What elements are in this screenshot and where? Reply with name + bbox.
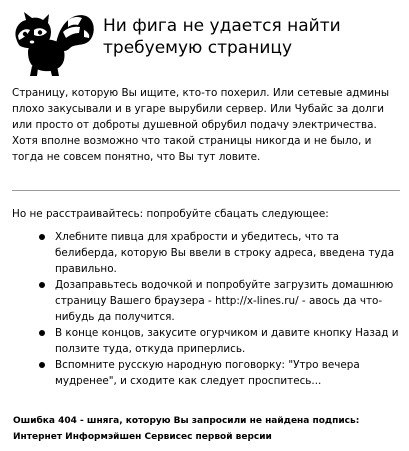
raccoon-icon — [12, 8, 96, 78]
bullet-icon — [39, 234, 45, 240]
list-item-text: В конце концов, закусите огурчиком и давите кнопку Назад и ползите туда, откуда приперлись. — [55, 327, 399, 355]
bullet-icon — [39, 330, 45, 336]
error-footer — [13, 413, 405, 445]
list-item — [31, 229, 403, 277]
bullet-icon — [39, 362, 45, 368]
error-code-line: Ошибка 404 - шняга, которую Вы запросили не найдена подпись: — [13, 416, 360, 426]
list-item — [31, 277, 403, 325]
bullet-icon — [39, 282, 45, 288]
raccoon-tail — [56, 15, 94, 51]
server-signature: Интернет Информэйшен Сервисес первой версии — [13, 432, 272, 442]
list-item — [31, 357, 403, 389]
page-title: Ни фига не удается найти требуемую страницу — [103, 16, 341, 58]
intro-paragraph: Страницу, которую Вы ищите, кто-то похерил. Или сетевые админы плохо закусывали и в угаре вырубили сервер. Или Чубайс за долги или просто от доброты душевной обрубил подачу электричества. Хотя вполне возможно что такой страницы никогда и не было, и тогда не совсем понятно, что Вы тут ловите. — [12, 87, 390, 163]
list-item-text: Дозаправьтесь водочкой и попробуйте загрузить домашнюю страницу Вашего браузера - http://x-lines.ru/ - авось да что-нибудь да получится. — [55, 279, 394, 323]
page-header — [0, 0, 409, 80]
suggestions-list — [31, 229, 403, 389]
divider — [12, 190, 400, 191]
suggestions-heading: Но не расстраивайтесь: попробуйте сбацать следующее: — [12, 208, 329, 220]
list-item-text: Хлебните пивца для храбрости и убедитесь, что та белиберда, которую Вы ввели в строку адреса, введена туда правильно. — [55, 231, 395, 275]
list-item — [31, 325, 403, 357]
raccoon-head — [15, 12, 51, 48]
list-item-text: Вспомните русскую народную поговорку: "Утро вечера мудренее", и сходите как следует проспитесь... — [55, 359, 360, 387]
